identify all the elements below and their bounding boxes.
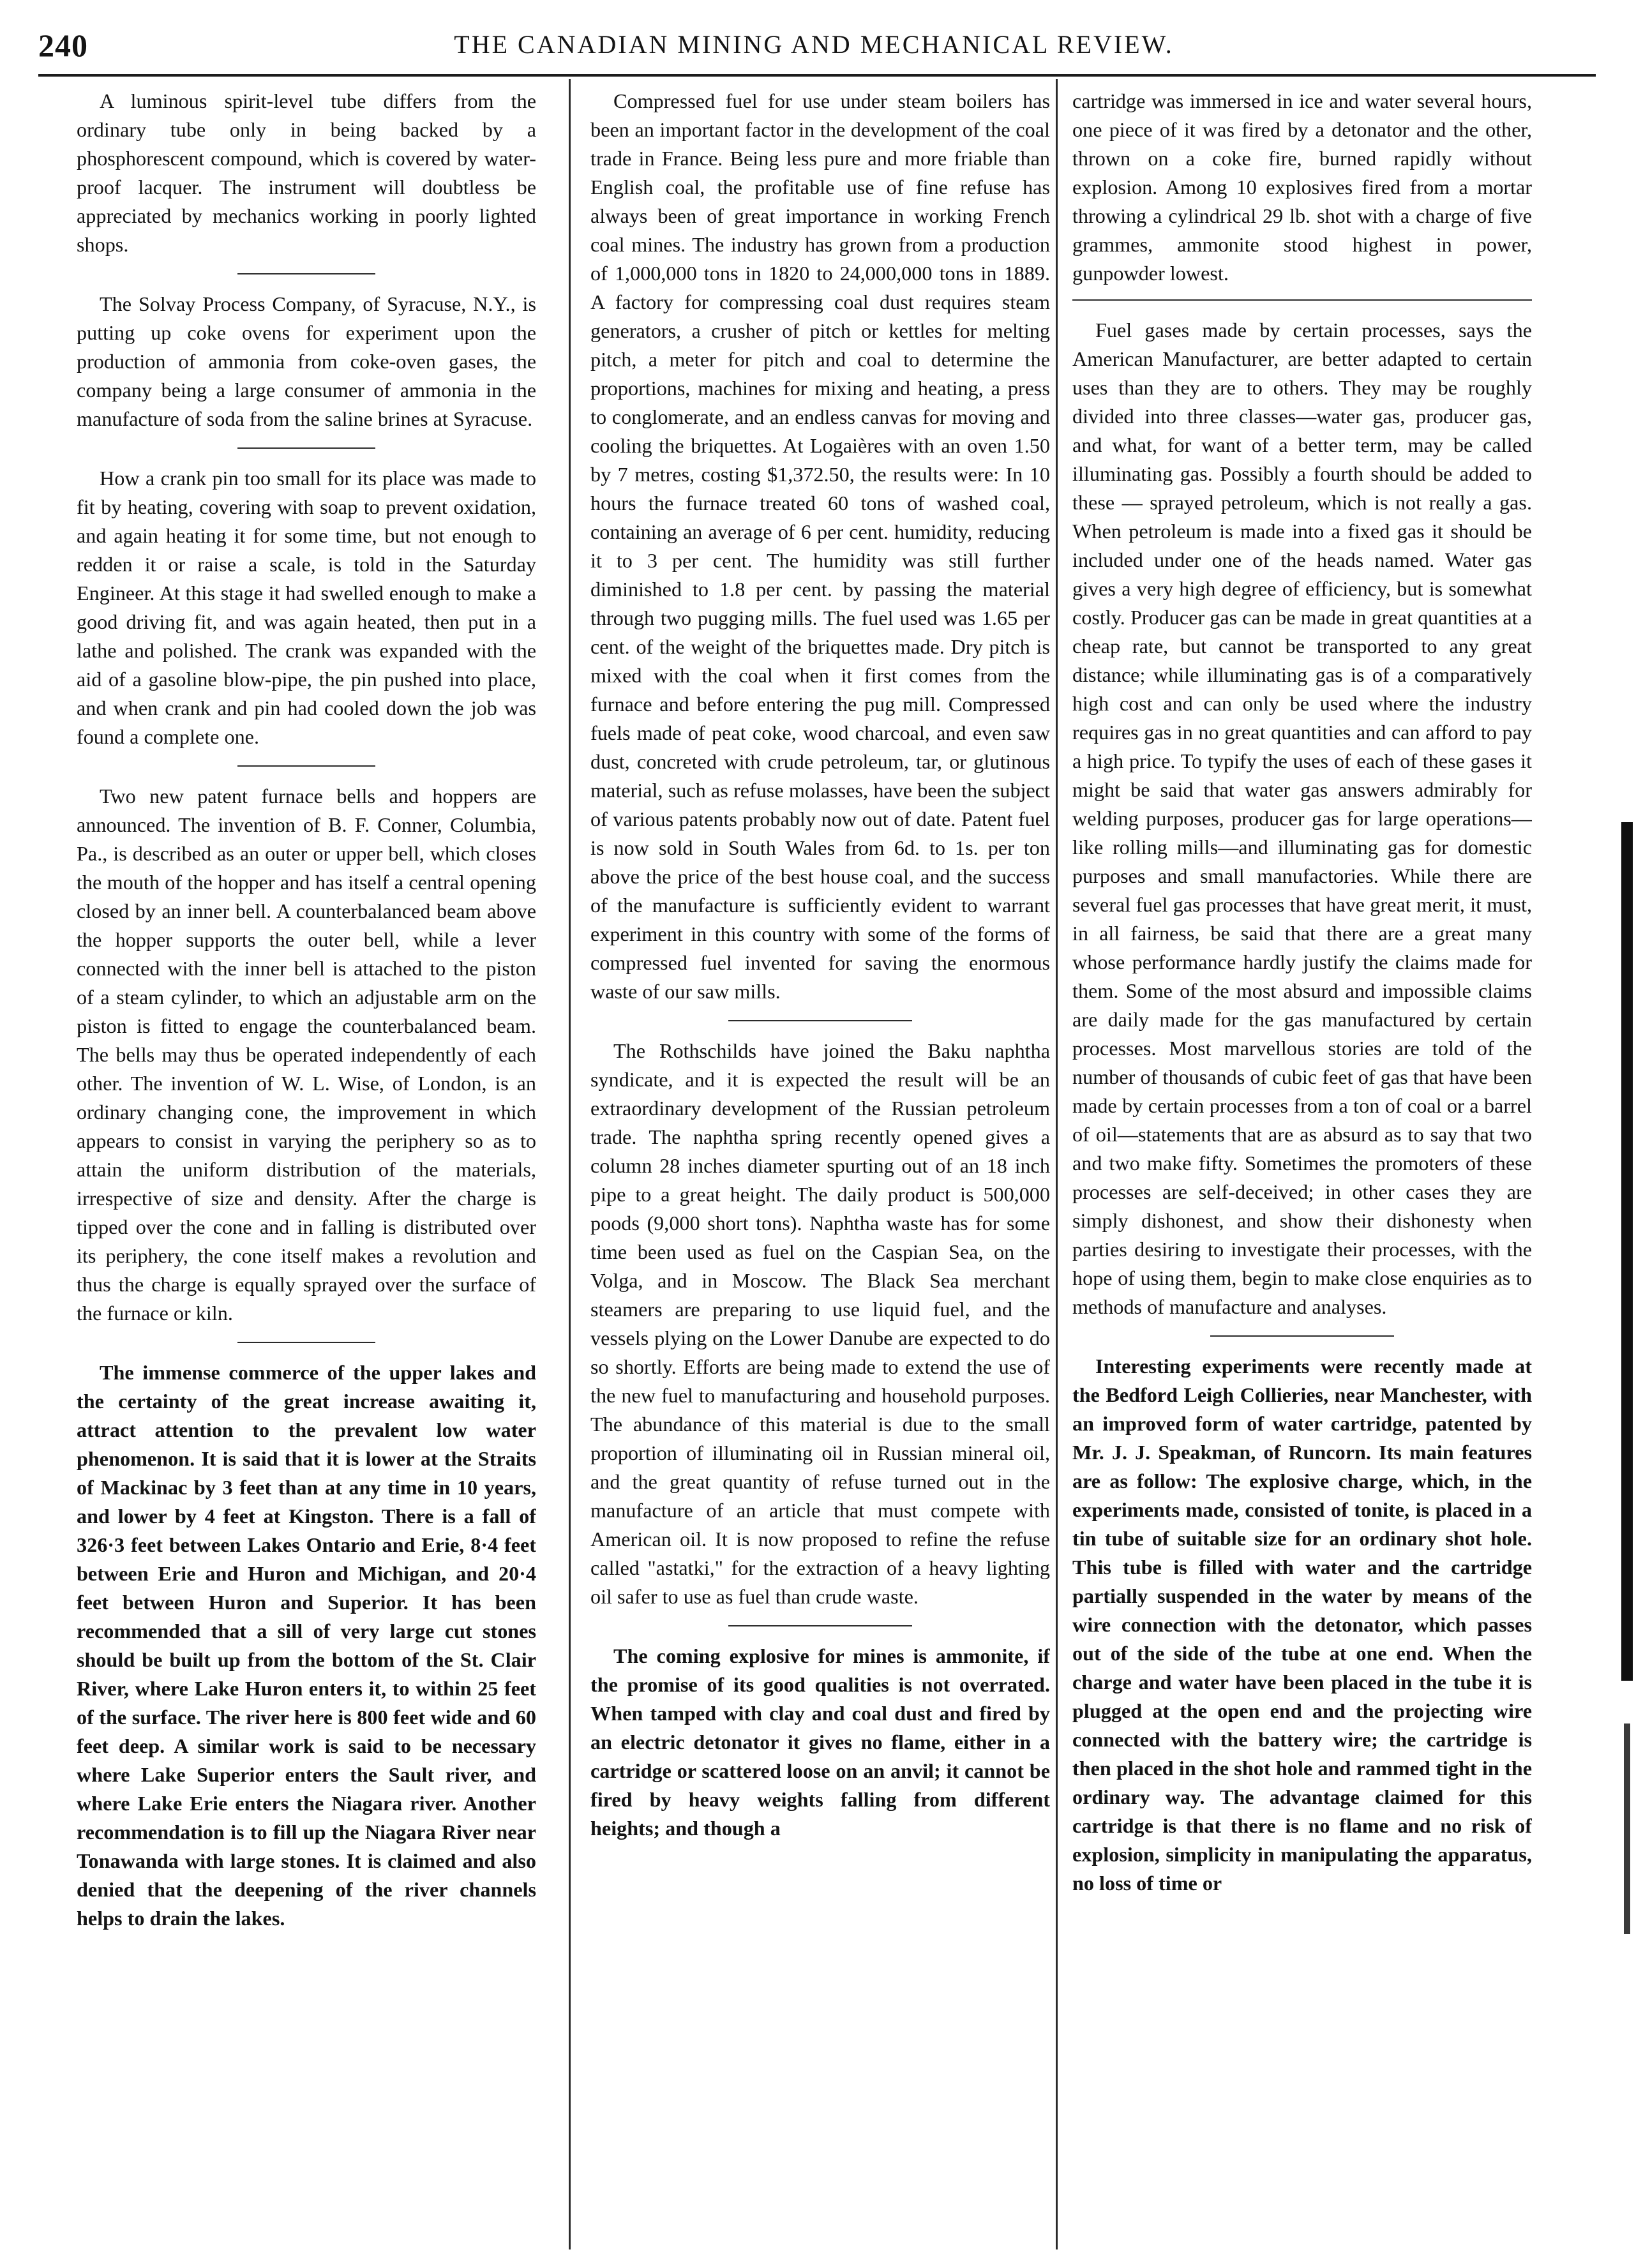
article-water-cartridge: Interesting experiments were recently made at the Bedford Leigh Collieries, near Manchester, with an improved form of water cartridge, patented by Mr. J. J. Speakman, of Runcorn. Its main features are as follow: The explosive charge, which, in the experiments made, consisted of tonite, is placed in a tin tube of suitable size for an ordinary shot hole. This tube is filled with water and the cartridge partially suspended in the water by means of the wire connection with the detonator, which passes out of the side of the tube at one end. When the charge and water have been placed in the tube it is plugged at the open end and the projecting wire connected with the battery wire; the cartridge is then placed in the shot hole and rammed tight in the ordinary way. The advantage claimed for this cartridge is that there is no flame and no risk of explosion, simplicity in manipulating the apparatus, no loss of time or xyxy=(1072,1355,1532,1895)
article-solvay-process: The Solvay Process Company, of Syracuse, N.Y., is putting up coke ovens for experiment upon the production of ammonia from coke-oven gases, the company being a large consumer of ammonia in the manufacture of soda from the saline brines at Syracuse. xyxy=(77,292,536,430)
running-title: THE CANADIAN MINING AND MECHANICAL REVIEW. xyxy=(454,30,1174,59)
article-ammonite: The coming explosive for mines is ammonite, if the promise of its good qualities is not overrated. When tamped with clay and coal dust and fired by an electric detonator it gives no flame, either in a cartridge or scattered loose on an anvil; it cannot be fired by heavy weights falling from different heights; and though a xyxy=(590,1644,1050,1840)
column-3 xyxy=(1072,87,1532,2244)
article-fuel-gases: Fuel gases made by certain processes, says the American Manufacturer, are better adapted to certain uses than they are to others. They may be roughly divided into three classes—water gas, producer gas, and what, for want of a better term, may be called illuminating gas. Possibly a fourth should be added to these — sprayed petroleum, which is not really a gas. When petroleum is made into a fixed gas it should be included under one of the heads named. Water gas gives a very high degree of efficiency, but is somewhat costly. Producer gas can be made in great quantities at a cheap rate, but cannot be transported to any great distance; while illuminating gas is of a comparatively high cost and can only be used where the industry requires gas in no great quantities and can afford to pay a high price. To typify the uses of each of these gases it might be said that water gas answers admirably for welding purposes, producer gas for large operations—like rolling mills—and illuminating gas for domestic purposes and small manufactories. While there are several fuel gas processes that have great merit, it must, in all fairness, be said that there are a great many whose performance hardly justify the claims made for them. Some of the most absurd and impossible claims are daily made for the gas manufactured by certain processes. Most marvellous stories are told of the number of thousands of cubic feet of gas that have been made by certain processes from a ton of coal or a barrel of oil—statements that are as absurd as to say that two and two make fifty. Sometimes the promoters of these processes are self-deceived; in other cases they are simply dishonest, and show their dishonesty when parties desiring to investigate their processes, with the hope of using them, begin to make close enquiries as to methods of manufacture and analyses. xyxy=(1072,319,1532,1318)
column-2 xyxy=(590,87,1050,2244)
article-separator xyxy=(728,1625,912,1626)
article-separator xyxy=(237,765,375,767)
article-crank-pin: How a crank pin too small for its place was made to fit by heating, covering with soap to prevent oxidation, and again heating it for some time, but not enough to redden it or raise a scale, is told in the Saturday Engineer. At this stage it had swelled enough to make a good driving fit, and was again heated, then put in a lathe and polished. The crank was expanded with the aid of a gasoline blow-pipe, the pin pushed into place, and when crank and pin had cooled down the job was found a complete one. xyxy=(77,467,536,748)
page-number: 240 xyxy=(38,27,88,63)
article-separator xyxy=(728,1020,912,1021)
article-upper-lakes: The immense commerce of the upper lakes and the certainty of the great increase awaiting it, attract attention to the prevalent low water phenomenon. It is said that it is lower at the Straits of Mackinac by 3 feet than at any time in 10 years, and lower by 4 feet at Kingston. There is a fall of 326·3 feet between Lakes Ontario and Erie, 8·4 feet between Erie and Huron and Michigan, and 20·4 feet between Huron and Superior. It has been recommended that a sill of very large cut stones should be built up from the bottom of the St. Clair River, where Lake Huron enters it, to within 25 feet of the surface. The river here is 800 feet wide and 60 feet deep. A similar work is said to be necessary where Lake Superior enters the Sault river, and where Lake Erie enters the Niagara river. Another recommendation is to fill up the Niagara River near Tonawanda with large stones. It is claimed and also denied that the deepening of the river channels helps to drain the lakes. xyxy=(77,1361,536,1930)
scan-edge-mark xyxy=(1624,1724,1630,1934)
header-rule xyxy=(38,74,1596,77)
article-separator xyxy=(1210,1335,1394,1337)
article-compressed-fuel: Compressed fuel for use under steam boilers has been an important factor in the development of the coal trade in France. Being less pure and more friable than English coal, the profitable use of fine refuse has always been of great importance in working French coal mines. The industry has grown from a production of 1,000,000 tons in 1820 to 24,000,000 tons in 1889. A factory for compressing coal dust requires steam generators, a crusher of pitch or kettles for melting pitch, a meter for pitch and coal to determine the proportions, machines for mixing and heating, a press to conglomerate, and an endless canvas for moving and cooling the briquettes. At Logaières with an oven 1.50 by 7 metres, costing $1,372.50, the results were: In 10 hours the furnace treated 60 tons of washed coal, containing an average of 6 per cent. humidity, reducing it to 3 per cent. The humidity was still further diminished to 1.8 per cent. by passing the material through two pugging mills. The fuel used was 1.65 per cent. of the weight of the briquettes made. Dry pitch is mixed with the coal when it first comes from the furnace and before entering the pug mill. Compressed fuels made of peat coke, wood charcoal, and even saw dust, concreted with crude petroleum, tar, or glutinous material, such as refuse molasses, have been the subject of various patents probably now out of date. Patent fuel is now sold in South Wales from 6d. to 1s. per ton above the price of the best house coal, and the success of the manufacture is sufficiently evident to warrant experiment in this country with some of the forms of compressed fuel invented for saving the enormous waste of our saw mills. xyxy=(590,89,1050,1003)
article-ammonite-continued: cartridge was immersed in ice and water several hours, one piece of it was fired by a detonator and the other, thrown on a coke fire, burned rapidly without explosion. Among 10 explosives fired from a mortar throwing a cylindrical 29 lb. shot with a charge of five grammes, ammonite stood highest in power, gunpowder lowest. xyxy=(1072,89,1532,285)
article-furnace-bells: Two new patent furnace bells and hoppers are announced. The invention of B. F. Conner, Columbia, Pa., is described as an outer or upper bell, which closes the mouth of the hopper and has itself a central opening closed by an inner bell. A counterbalanced beam above the hopper supports the outer bell, while a lever connected with the inner bell is attached to the piston of a steam cylinder, to which an adjustable arm on the piston is fitted to engage the counterbalanced beam. The bells may thus be operated independently of each other. The invention of W. L. Wise, of London, is an ordinary changing cone, the improvement in which appears to consist in varying the periphery so as to attain the uniform distribution of the materials, irrespective of size and density. After the charge is tipped over the cone and in falling is distributed over its periphery, the cone itself makes a revolution and thus the charge is equally sprayed over the surface of the furnace or kiln. xyxy=(77,785,536,1325)
article-baku-naphtha: The Rothschilds have joined the Baku naphtha syndicate, and it is expected the result will be an extraordinary development of the Russian petroleum trade. The naphtha spring recently opened gives a column 28 inches diameter spurting out of an 18 inch pipe to a great height. The daily product is 500,000 poods (9,000 short tons). Naphtha waste has for some time been used as fuel on the Caspian Sea, on the Volga, and in Moscow. The Black Sea merchant steamers are preparing to use liquid fuel, and the vessels plying on the Lower Danube are expected to do so shortly. Efforts are being made to extend the use of the new fuel to manufacturing and household purposes. The abundance of this material is due to the small proportion of illuminating oil in Russian mineral oil, and the great quantity of refuse turned out in the manufacture of an article that must compete with American oil. It is now proposed to refine the refuse called "astatki," for the extraction of a heavy lighting oil safer to use as fuel than crude waste. xyxy=(590,1039,1050,1608)
column-divider xyxy=(569,79,571,2249)
article-separator xyxy=(237,273,375,274)
article-spirit-level: A luminous spirit-level tube differs from the ordinary tube only in being backed by a phosphorescent compound, which is covered by water-proof lacquer. The instrument will doubtless be appreciated by mechanics working in poorly lighted shops. xyxy=(77,89,536,256)
scan-edge-mark xyxy=(1621,822,1633,1681)
column-1 xyxy=(77,87,536,2244)
column-divider xyxy=(1056,79,1058,2249)
article-separator xyxy=(1072,299,1532,301)
article-separator xyxy=(237,447,375,449)
page-header xyxy=(38,27,1589,66)
article-separator xyxy=(237,1342,375,1343)
